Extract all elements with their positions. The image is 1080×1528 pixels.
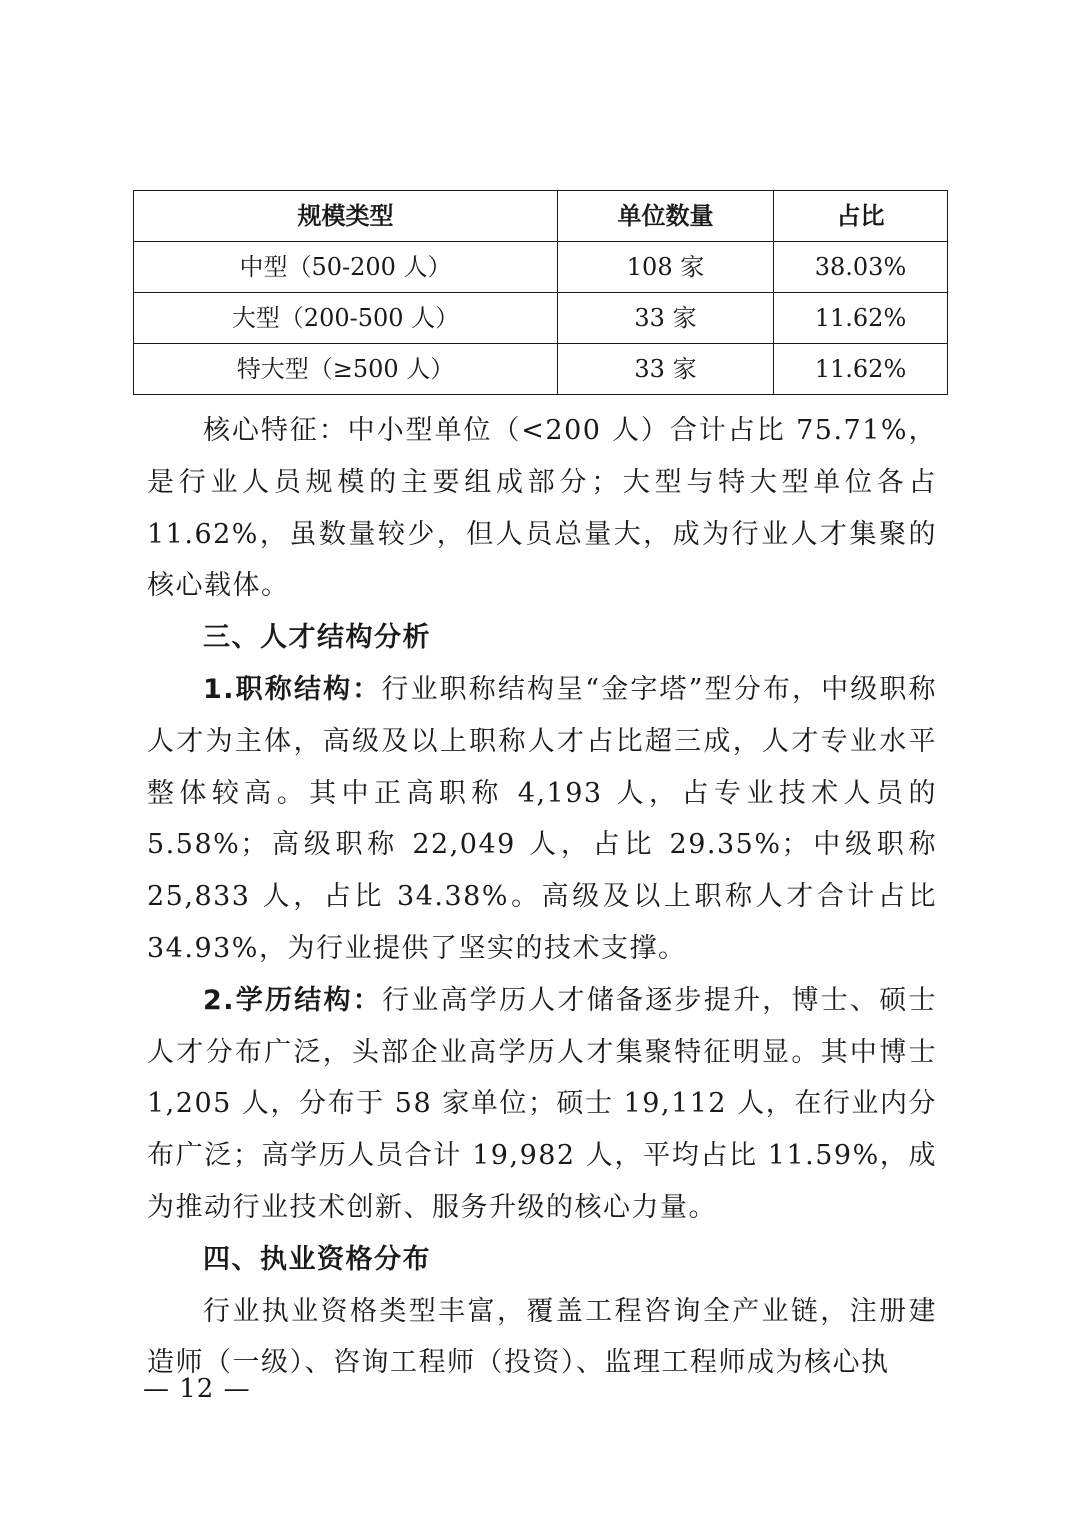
table-header-row xyxy=(134,191,948,242)
education-structure-paragraph xyxy=(147,975,937,1234)
core-features-paragraph: 核心特征：中小型单位（<200 人）合计占比 75.71%，是行业人员规模的主要组成部分；大型与特大型单位各占 11.62%，虽数量较少，但人员总量大，成为行业人才集聚的核心载体。 xyxy=(147,415,937,602)
table-row xyxy=(134,242,948,293)
section-heading-qualification: 四、执业资格分布 xyxy=(203,1243,431,1275)
table-cell: 33 家 xyxy=(558,344,774,395)
paragraph-text: 行业职称结构呈“金字塔”型分布，中级职称人才为主体，高级及以上职称人才占比超三成，人才专业水平整体较高。其中正高职称 4,193 人，占专业技术人员的 5.58%；高级职称 22,049 人，占比 29.35%；中级职称 25,833 人，占比 34.38%。高级及以上职称人才合计占比 34.93%，为行业提供了坚实的技术支撑。 xyxy=(147,673,938,964)
paragraph-text: 行业高学历人才储备逐步提升，博士、硕士人才分布广泛，头部企业高学历人才集聚特征明显。其中博士 1,205 人，分布于 58 家单位；硕士 19,112 人，在行业内分布广泛；高学历人员合计 19,982 人，平均占比 11.59%，成为推动行业技术创新、服务升级的核心力量。 xyxy=(147,984,938,1223)
table-cell: 11.62% xyxy=(774,344,948,395)
qualification-paragraph: 行业执业资格类型丰富，覆盖工程咨询全产业链，注册建造师（一级）、咨询工程师（投资）、监理工程师成为核心执 xyxy=(147,1295,937,1379)
table-cell: 108 家 xyxy=(558,242,774,293)
table-cell: 38.03% xyxy=(774,242,948,293)
table-cell: 33 家 xyxy=(558,293,774,344)
title-structure-paragraph xyxy=(147,664,937,975)
paragraph-lead: 2.学历结构： xyxy=(203,984,383,1016)
table-row xyxy=(134,344,948,395)
header-share: 占比 xyxy=(774,191,948,242)
table-row xyxy=(134,293,948,344)
table-cell: 特大型（≥500 人） xyxy=(134,344,558,395)
body-text xyxy=(147,405,937,1389)
section-heading-talent-structure: 三、人才结构分析 xyxy=(203,622,431,654)
header-scale-type: 规模类型 xyxy=(134,191,558,242)
table-cell: 11.62% xyxy=(774,293,948,344)
page-number: — 12 — xyxy=(143,1374,251,1404)
table-cell: 中型（50-200 人） xyxy=(134,242,558,293)
table-cell: 大型（200-500 人） xyxy=(134,293,558,344)
paragraph-lead: 1.职称结构： xyxy=(203,673,382,705)
scale-table xyxy=(133,190,948,395)
header-unit-count: 单位数量 xyxy=(558,191,774,242)
